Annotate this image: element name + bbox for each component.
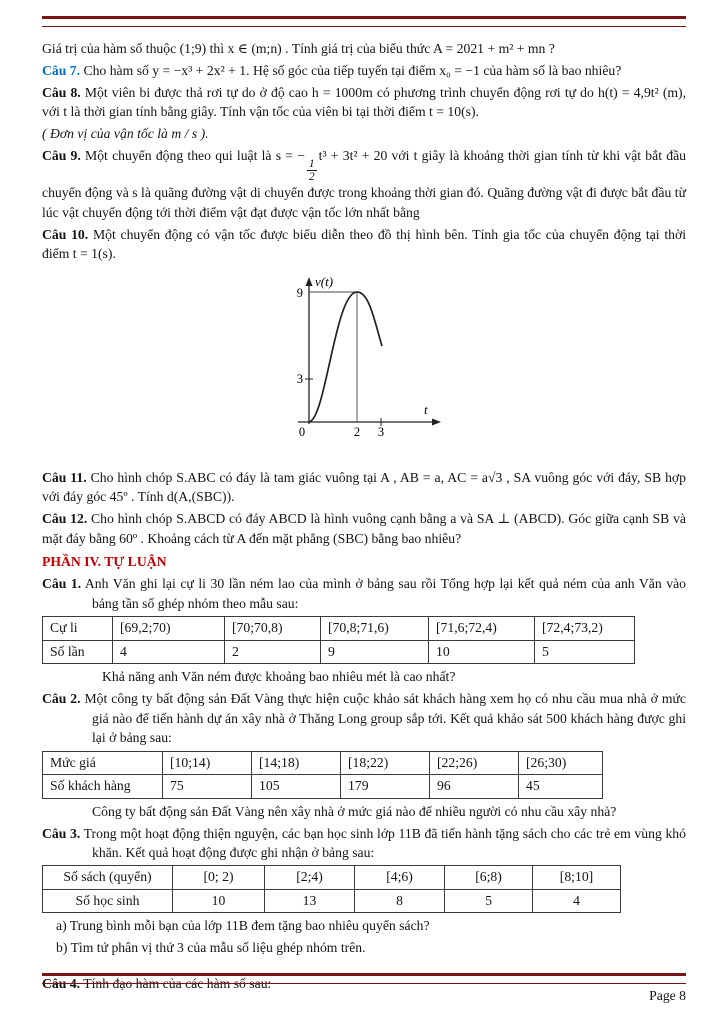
table-cell: Số sách (quyển) — [43, 866, 173, 889]
essay-4-text: Tính đạo hàm của các hàm số sau: — [83, 975, 272, 991]
table-cell: [69,2;70) — [113, 617, 225, 640]
table-cell: 13 — [265, 889, 355, 912]
question-11 — [42, 468, 686, 507]
essay-1 — [42, 574, 686, 613]
essay-3-text: Trong một hoạt động thiện nguyện, các bạn học sinh lớp 11B đã tiến hành tặng sách cho các trẻ em vùng khó khăn. Kết quả hoạt động được ghi nhận ở bảng sau: — [83, 825, 686, 861]
question-8 — [42, 83, 686, 122]
essay-3 — [42, 824, 686, 863]
essay-3-table — [42, 865, 621, 913]
x-tick-label-2: 2 — [353, 424, 361, 439]
table-cell: [70,8;71,6) — [321, 617, 429, 640]
question-9-text-after: t³ + 3t² + 20 với t giây là khoảng thời gian tính từ khi vật bắt đầu chuyển động và s là quãng đường vật di chuyển được trong khoảng thời gian đó. Quãng đường vật đi được bắt đầu từ lúc vật chuyển động tới thời điểm vật đạt được vận tốc lớn nhất bằng — [42, 148, 686, 220]
essay-4-label: Câu 4. — [42, 975, 81, 991]
essay-3-item-b: b) Tìm tứ phân vị thứ 3 của mẫu số liệu ghép nhóm trên. — [56, 940, 366, 956]
x-tick-label-3: 3 — [377, 424, 385, 439]
table-cell: [14;18) — [252, 751, 341, 774]
question-12 — [42, 509, 686, 548]
table-row — [43, 775, 603, 798]
table-cell: [0; 2) — [173, 866, 265, 889]
page-number: Page 8 — [649, 988, 686, 1003]
question-12-text: Cho hình chóp S.ABCD có đáy ABCD là hình vuông cạnh bằng a và SA ⊥ (ABCD). Góc giữa cạnh SB và mặt đáy bằng 60º . Khoảng cách từ A đến mặt phẳng (SBC) bằng bao nhiêu? — [42, 511, 687, 546]
question-9-text-before: Một chuyển động theo qui luật là s = − — [85, 148, 305, 164]
velocity-curve — [309, 292, 382, 422]
table-cell: [10;14) — [163, 751, 252, 774]
table-cell: [2;4) — [265, 866, 355, 889]
table-cell: [18;22) — [341, 751, 430, 774]
intro-text: Giá trị của hàm số thuộc (1;9) thì x ∈ (m;n) . Tính giá trị của biểu thức A = 2021 + m² + mn ? — [42, 41, 555, 56]
question-8-text: Một viên bi được thả rơi tự do ở độ cao h = 1000m có phương trình chuyển động rơi tự do h(t) = 4,9t² (m), với t là thời gian tính bằng giây. Tính vận tốc của viên bi tại thời điểm t = 10(s). — [42, 84, 687, 120]
question-12-label: Câu 12. — [42, 511, 88, 527]
table-cell: 2 — [225, 640, 321, 663]
table-cell: 105 — [252, 775, 341, 798]
fraction-denominator: 2 — [308, 171, 315, 184]
table-cell: 9 — [321, 640, 429, 663]
table-cell: [71,6;72,4) — [429, 617, 535, 640]
essay-2-label: Câu 2. — [42, 691, 81, 707]
table-cell: Cự li — [43, 617, 113, 640]
table-cell: 10 — [429, 640, 535, 663]
essay-1-table — [42, 616, 635, 664]
table-cell: 4 — [113, 640, 225, 663]
table-cell: 10 — [173, 889, 265, 912]
x-axis-arrow — [432, 418, 441, 425]
graph-svg — [274, 272, 452, 458]
essay-2 — [42, 689, 686, 747]
question-10-text: Một chuyển động có vận tốc được biểu diễn theo đồ thị hình bên. Tính gia tốc của chuyển động tại thời điểm t = 1(s). — [42, 226, 687, 262]
table-cell: Số khách hàng — [43, 775, 163, 798]
x-tick-label-0: 0 — [298, 424, 306, 439]
question-10 — [42, 225, 686, 264]
y-tick-label-9: 9 — [296, 285, 303, 300]
y-axis-arrow — [306, 277, 313, 286]
table-cell: 96 — [430, 775, 519, 798]
question-11-text: Cho hình chóp S.ABC có đáy là tam giác vuông tại A , AB = a, AC = a√3 , SA vuông góc với đáy, SB hợp với đáy góc 45º . Tính d(A,(SBC)). — [42, 469, 686, 505]
table-cell: [22;26) — [430, 751, 519, 774]
table-cell: [6;8) — [445, 866, 533, 889]
velocity-time-graph — [274, 272, 686, 462]
question-8-label: Câu 8. — [42, 84, 81, 100]
essay-1-question: Khả năng anh Văn ném được khoảng bao nhiêu mét là cao nhất? — [102, 669, 456, 685]
table-row — [43, 617, 635, 640]
intro-paragraph — [42, 39, 686, 58]
fraction-one-half — [307, 158, 317, 183]
question-7-label: Câu 7. — [42, 62, 81, 78]
table-cell: 179 — [341, 775, 430, 798]
table-cell: 45 — [519, 775, 603, 798]
bottom-rule — [42, 973, 686, 984]
table-cell: Số học sinh — [43, 889, 173, 912]
table-cell: 4 — [533, 889, 621, 912]
essay-1-text: Anh Văn ghi lại cự li 30 lần ném lao của mình ở bảng sau rồi Tổng hợp lại kết quả ném của anh Văn vào bảng tần số ghép nhóm theo mẫu sau: — [84, 576, 686, 611]
question-7 — [42, 61, 686, 80]
essay-2-table — [42, 751, 603, 799]
question-8-note: ( Đơn vị của vận tốc là m / s ). — [42, 126, 209, 142]
table-cell: 5 — [445, 889, 533, 912]
question-9 — [42, 146, 686, 222]
table-cell: [26;30) — [519, 751, 603, 774]
section-4-title: PHẦN IV. TỰ LUẬN — [42, 554, 167, 570]
essay-3-label: Câu 3. — [42, 825, 81, 841]
fraction-numerator: 1 — [308, 158, 315, 171]
table-cell: 5 — [535, 640, 635, 663]
essay-1-label: Câu 1. — [42, 576, 82, 592]
essay-3-item-a: a) Trung bình mỗi bạn của lớp 11B đem tặng bao nhiêu quyển sách? — [56, 918, 430, 934]
table-cell: [72,4;73,2) — [535, 617, 635, 640]
question-9-label: Câu 9. — [42, 148, 81, 164]
table-cell: 75 — [163, 775, 252, 798]
top-rule — [42, 16, 686, 27]
table-row — [43, 751, 603, 774]
table-cell: Số lần — [43, 640, 113, 663]
table-row — [43, 640, 635, 663]
question-11-label: Câu 11. — [42, 469, 87, 485]
table-cell: Mức giá — [43, 751, 163, 774]
y-axis-label: v(t) — [315, 273, 334, 289]
table-cell: [8;10] — [533, 866, 621, 889]
table-cell: [4;6) — [355, 866, 445, 889]
table-cell: 8 — [355, 889, 445, 912]
table-row — [43, 866, 621, 889]
table-cell: [70;70,8) — [225, 617, 321, 640]
table-row — [43, 889, 621, 912]
essay-2-text: Một công ty bất động sản Đất Vàng thực hiện cuộc khảo sát khách hàng xem họ có nhu cầu mua nhà ở mức giá nào để tiến hành dự án xây nhà ở Thăng Long group sắp tới. Kết quả khảo sát 500 khách hàng được ghi lại ở bảng sau: — [84, 691, 687, 746]
y-tick-label-3: 3 — [296, 371, 303, 386]
x-axis-label: t — [424, 401, 428, 417]
essay-2-question: Công ty bất động sản Đất Vàng nên xây nhà ở mức giá nào để nhiều người có nhu cầu xây nhà? — [92, 803, 617, 819]
question-7-text: Cho hàm số y = −x³ + 2x² + 1. Hệ số góc của tiếp tuyến tại điểm x₀ = −1 của hàm số là bao nhiêu? — [83, 62, 622, 78]
question-10-label: Câu 10. — [42, 226, 89, 242]
page-footer — [42, 973, 686, 1004]
